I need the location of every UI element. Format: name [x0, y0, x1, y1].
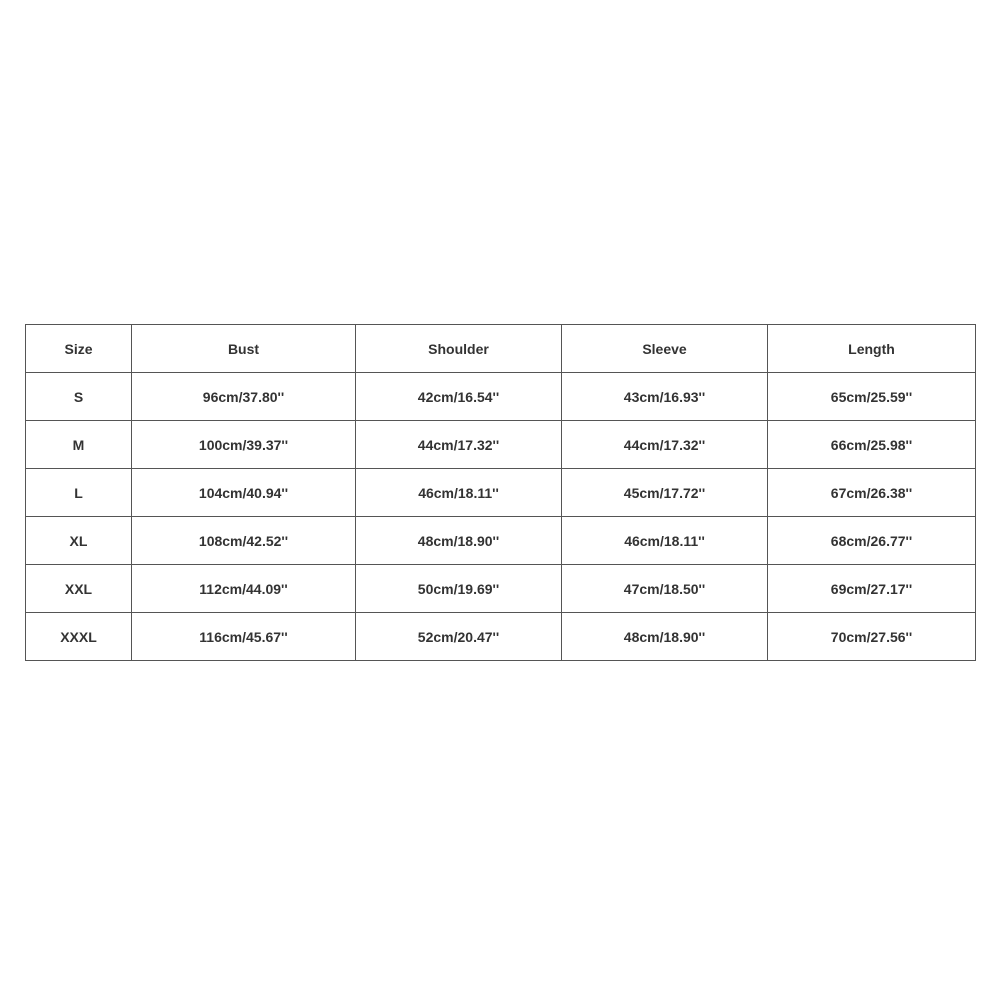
cell-shoulder: 48cm/18.90'' — [356, 517, 562, 565]
table-row — [26, 565, 976, 613]
cell-shoulder: 50cm/19.69'' — [356, 565, 562, 613]
cell-sleeve: 46cm/18.11'' — [562, 517, 768, 565]
cell-length: 68cm/26.77'' — [768, 517, 976, 565]
cell-bust: 104cm/40.94'' — [132, 469, 356, 517]
cell-bust: 96cm/37.80'' — [132, 373, 356, 421]
cell-length: 67cm/26.38'' — [768, 469, 976, 517]
cell-size: L — [26, 469, 132, 517]
table-row — [26, 517, 976, 565]
header-shoulder: Shoulder — [356, 325, 562, 373]
cell-sleeve: 45cm/17.72'' — [562, 469, 768, 517]
header-sleeve: Sleeve — [562, 325, 768, 373]
size-chart-table — [25, 324, 976, 661]
cell-length: 66cm/25.98'' — [768, 421, 976, 469]
cell-bust: 108cm/42.52'' — [132, 517, 356, 565]
header-size: Size — [26, 325, 132, 373]
cell-sleeve: 47cm/18.50'' — [562, 565, 768, 613]
table-row — [26, 373, 976, 421]
cell-bust: 100cm/39.37'' — [132, 421, 356, 469]
cell-size: XL — [26, 517, 132, 565]
cell-length: 70cm/27.56'' — [768, 613, 976, 661]
cell-bust: 116cm/45.67'' — [132, 613, 356, 661]
cell-size: M — [26, 421, 132, 469]
cell-size: S — [26, 373, 132, 421]
table-header-row — [26, 325, 976, 373]
header-length: Length — [768, 325, 976, 373]
table-row — [26, 469, 976, 517]
cell-length: 65cm/25.59'' — [768, 373, 976, 421]
cell-bust: 112cm/44.09'' — [132, 565, 356, 613]
cell-shoulder: 46cm/18.11'' — [356, 469, 562, 517]
header-bust: Bust — [132, 325, 356, 373]
table-row — [26, 421, 976, 469]
cell-sleeve: 43cm/16.93'' — [562, 373, 768, 421]
cell-shoulder: 52cm/20.47'' — [356, 613, 562, 661]
cell-length: 69cm/27.17'' — [768, 565, 976, 613]
table-row — [26, 613, 976, 661]
cell-shoulder: 44cm/17.32'' — [356, 421, 562, 469]
cell-size: XXXL — [26, 613, 132, 661]
cell-sleeve: 48cm/18.90'' — [562, 613, 768, 661]
cell-size: XXL — [26, 565, 132, 613]
cell-sleeve: 44cm/17.32'' — [562, 421, 768, 469]
cell-shoulder: 42cm/16.54'' — [356, 373, 562, 421]
